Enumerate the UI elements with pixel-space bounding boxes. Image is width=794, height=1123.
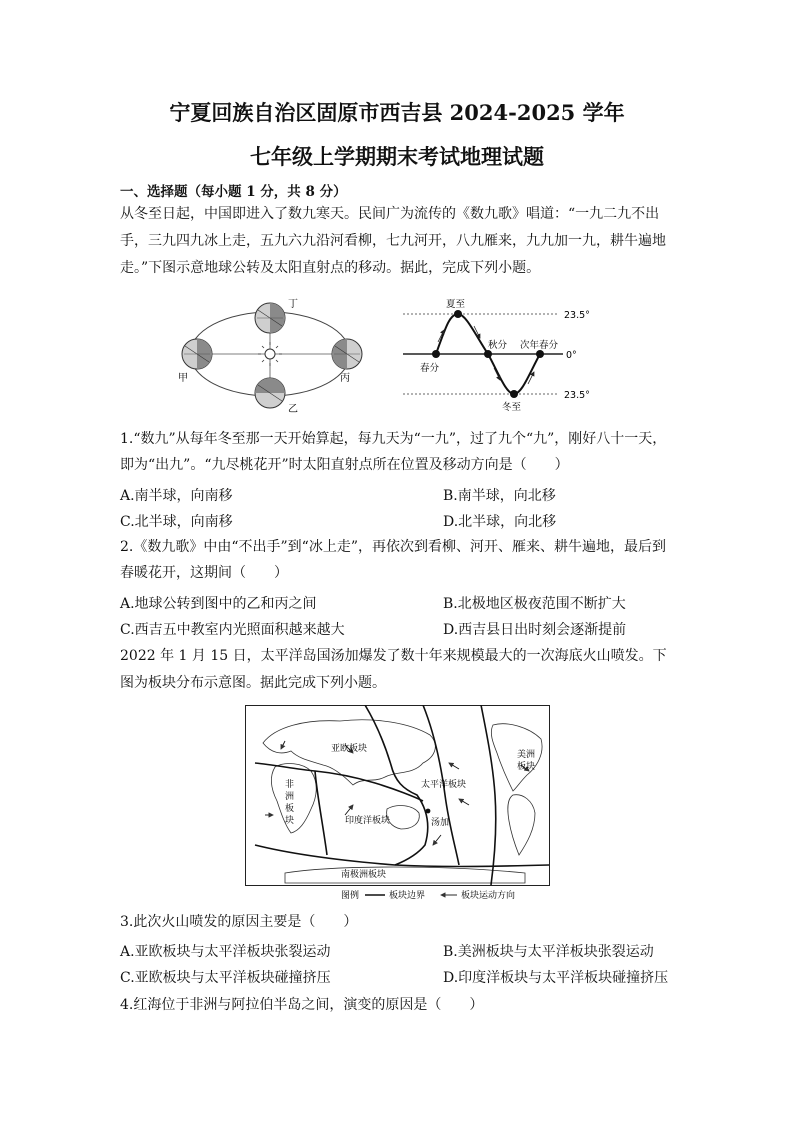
- earth-icon-ding: [255, 303, 285, 333]
- earth-icon-bing: [332, 339, 362, 369]
- q3-option-c: C.亚欧板块与太平洋板块碰撞挤压: [120, 970, 331, 986]
- intro-paragraph-1: 从冬至日起，中国即进入了数九寒天。民间广为流传的《数九歌》唱道：“一九二九不出手，三九四九冰上走，五九六九沿河看柳，七九河开，八九雁来，九九加一九，耕牛遍地走。”下图示意地球公转及太阳直射点的移动。据此，完成下列小题。: [120, 206, 666, 276]
- wave-label-next-spring: 次年春分: [520, 340, 559, 351]
- wave-lat-zero: 0°: [566, 350, 577, 361]
- q1-option-b: B.南半球，向北移: [443, 488, 556, 504]
- q3-option-b: B.美洲板块与太平洋板块张裂运动: [443, 944, 654, 960]
- q2-option-c: C.西吉五中教室内光照面积越来越大: [120, 622, 345, 638]
- map-label-africa-4: 块: [285, 816, 295, 826]
- earth-orbit-diagram: [175, 296, 375, 414]
- orbit-label-yi: 乙: [288, 404, 298, 414]
- question-1-stem: 1.“数九”从每年冬至那一天开始算起，每九天为“一九”，过了九个“九”，刚好八十一天，即为“出九”。“九尽桃花开”时太阳直射点所在位置及移动方向是（ ）: [120, 431, 667, 473]
- wave-label-autumn: 秋分: [488, 340, 508, 351]
- wave-lat-bottom: 23.5°: [564, 390, 590, 401]
- q2-option-d: D.西吉县日出时刻会逐渐提前: [443, 622, 627, 638]
- direct-point-wave-diagram: [398, 296, 598, 414]
- wave-lat-top: 23.5°: [564, 310, 590, 321]
- map-label-africa-1: 非: [285, 780, 295, 790]
- section-heading: 一、选择题（每小题 1 分，共 8 分）: [120, 184, 347, 200]
- q1-option-d: D.北半球，向北移: [443, 514, 557, 530]
- map-label-indian: 印度洋板块: [345, 816, 391, 826]
- map-label-tonga: 汤加: [431, 818, 450, 828]
- question-4-stem: 4.红海位于非洲与阿拉伯半岛之间，演变的原因是（ ）: [120, 997, 484, 1013]
- map-label-eurasia: 亚欧板块: [331, 744, 368, 754]
- map-label-africa-3: 板: [285, 804, 295, 814]
- legend-motion: 板块运动方向: [461, 891, 516, 901]
- question-3-stem: 3.此次火山喷发的原因主要是（ ）: [120, 914, 358, 930]
- wave-label-spring: 春分: [420, 363, 440, 374]
- q2-option-a: A.地球公转到图中的乙和丙之间: [120, 596, 317, 612]
- wave-label-winter: 冬至: [502, 402, 522, 413]
- exam-title-line1: 宁夏回族自治区固原市西吉县 2024-2025 学年: [169, 100, 625, 125]
- earth-icon-jia: [182, 339, 212, 369]
- map-label-antarctic: 南极洲板块: [341, 870, 387, 880]
- question-2-stem: 2.《数九歌》中由“不出手”到“冰上走”，再依次到看柳、河开、雁来、耕牛遍地，最后到春暖花开，这期间（ ）: [120, 539, 666, 581]
- earth-icon-yi: [255, 378, 285, 408]
- intro-paragraph-2: 2022 年 1 月 15 日，太平洋岛国汤加爆发了数十年来规模最大的一次海底火山喷发。下图为板块分布示意图。据此完成下列小题。: [120, 648, 667, 691]
- plate-distribution-map: [245, 705, 550, 901]
- q3-option-a: A.亚欧板块与太平洋板块张裂运动: [120, 944, 331, 960]
- map-label-america-2: 板块: [517, 762, 536, 772]
- map-legend: [341, 889, 515, 901]
- orbit-label-jia: 甲: [178, 373, 188, 384]
- map-label-pacific: 太平洋板块: [421, 780, 467, 790]
- orbit-label-ding: 丁: [288, 299, 298, 310]
- q1-option-a: A.南半球，向南移: [120, 488, 233, 504]
- q1-option-c: C.北半球，向南移: [120, 514, 233, 530]
- q2-option-b: B.北极地区极夜范围不断扩大: [443, 596, 626, 612]
- map-label-america-1: 美洲: [517, 750, 536, 760]
- q3-option-d: D.印度洋板块与太平洋板块碰撞挤压: [443, 970, 669, 986]
- map-label-africa-2: 洲: [285, 792, 295, 802]
- legend-label: 图例: [341, 891, 360, 901]
- orbit-label-bing: 丙: [340, 373, 350, 384]
- legend-boundary: 板块边界: [389, 891, 426, 901]
- exam-title-line2: 七年级上学期期末考试地理试题: [250, 144, 544, 169]
- wave-label-summer: 夏至: [446, 299, 466, 310]
- tonga-marker: [426, 809, 431, 814]
